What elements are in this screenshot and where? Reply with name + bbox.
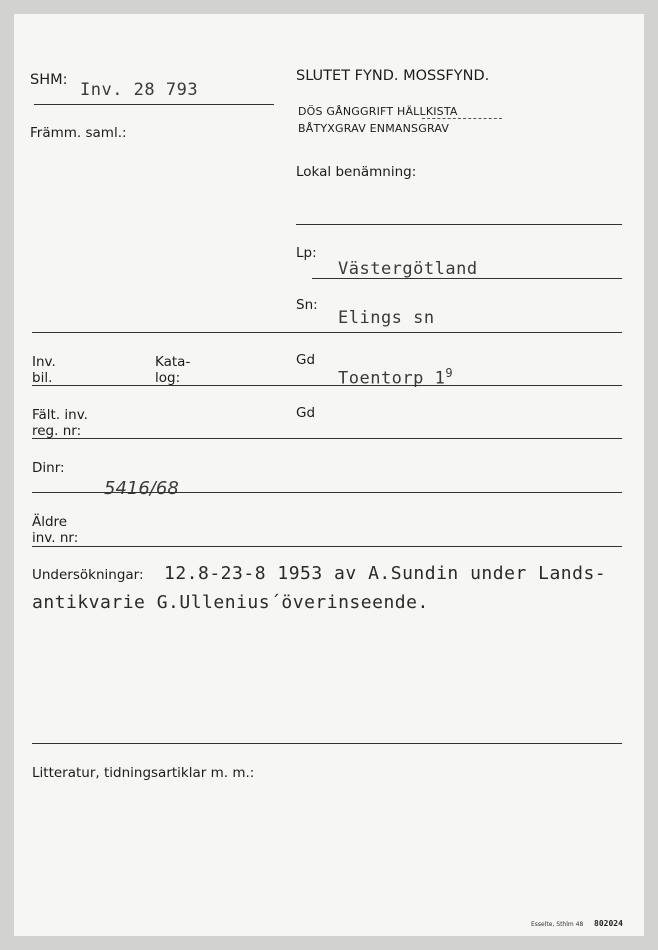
- grave-types-row2: BÅTYXGRAV ENMANSGRAV: [298, 122, 450, 135]
- undersokningar-line2: antikvarie G.Ullenius´överinseende.: [32, 592, 429, 613]
- printer-imprint: Esselte, Sthlm 48: [531, 921, 584, 928]
- hallkista-underline: [422, 118, 502, 119]
- falt-line: [32, 438, 622, 439]
- undersokningar-label: Undersökningar:: [32, 567, 144, 583]
- falt-inv-label-2: reg. nr:: [32, 423, 82, 439]
- gd-line: [32, 385, 622, 386]
- undersokningar-line1: 12.8-23-8 1953 av A.Sundin under Lands-: [164, 563, 607, 584]
- dinr-line: [32, 492, 622, 493]
- lp-value: Västergötland: [338, 259, 478, 279]
- grave-types-row1: DÖS GÅNGGRIFT HÄLLKISTA: [298, 105, 458, 118]
- katalog-label-2: log:: [155, 370, 181, 386]
- lp-label: Lp:: [296, 245, 317, 261]
- framm-saml-label: Främm. saml.:: [30, 125, 127, 141]
- aldre-line: [32, 546, 622, 547]
- dinr-label: Dinr:: [32, 460, 65, 476]
- shm-line: [34, 104, 274, 105]
- katalog-label-1: Kata-: [155, 354, 191, 370]
- fynd-types: SLUTET FYND. MOSSFYND.: [296, 68, 490, 84]
- gd2-label: Gd: [296, 405, 316, 421]
- gd-value: Toentorp $1^9$: [338, 366, 454, 389]
- sn-label: Sn:: [296, 297, 318, 313]
- lokal-line: [296, 224, 622, 225]
- sn-line: [32, 332, 622, 333]
- catalog-card: [14, 14, 644, 936]
- lp-line: [312, 278, 622, 279]
- aldre-label-1: Äldre: [32, 514, 68, 530]
- shm-value: Inv. 28 793: [80, 80, 199, 100]
- sn-value: Elings sn: [338, 308, 435, 328]
- inv-bil-label-1: Inv.: [32, 354, 56, 370]
- litteratur-label: Litteratur, tidningsartiklar m. m.:: [32, 765, 255, 781]
- investigations-end-line: [32, 743, 622, 744]
- dinr-value: 5416/68: [104, 478, 179, 499]
- aldre-label-2: inv. nr:: [32, 530, 79, 546]
- lokal-label: Lokal benämning:: [296, 164, 417, 180]
- card-number: 802024: [594, 919, 623, 928]
- inv-bil-label-2: bil.: [32, 370, 53, 386]
- gd-label: Gd: [296, 352, 316, 368]
- shm-label: SHM:: [30, 72, 68, 88]
- falt-inv-label-1: Fält. inv.: [32, 407, 88, 423]
